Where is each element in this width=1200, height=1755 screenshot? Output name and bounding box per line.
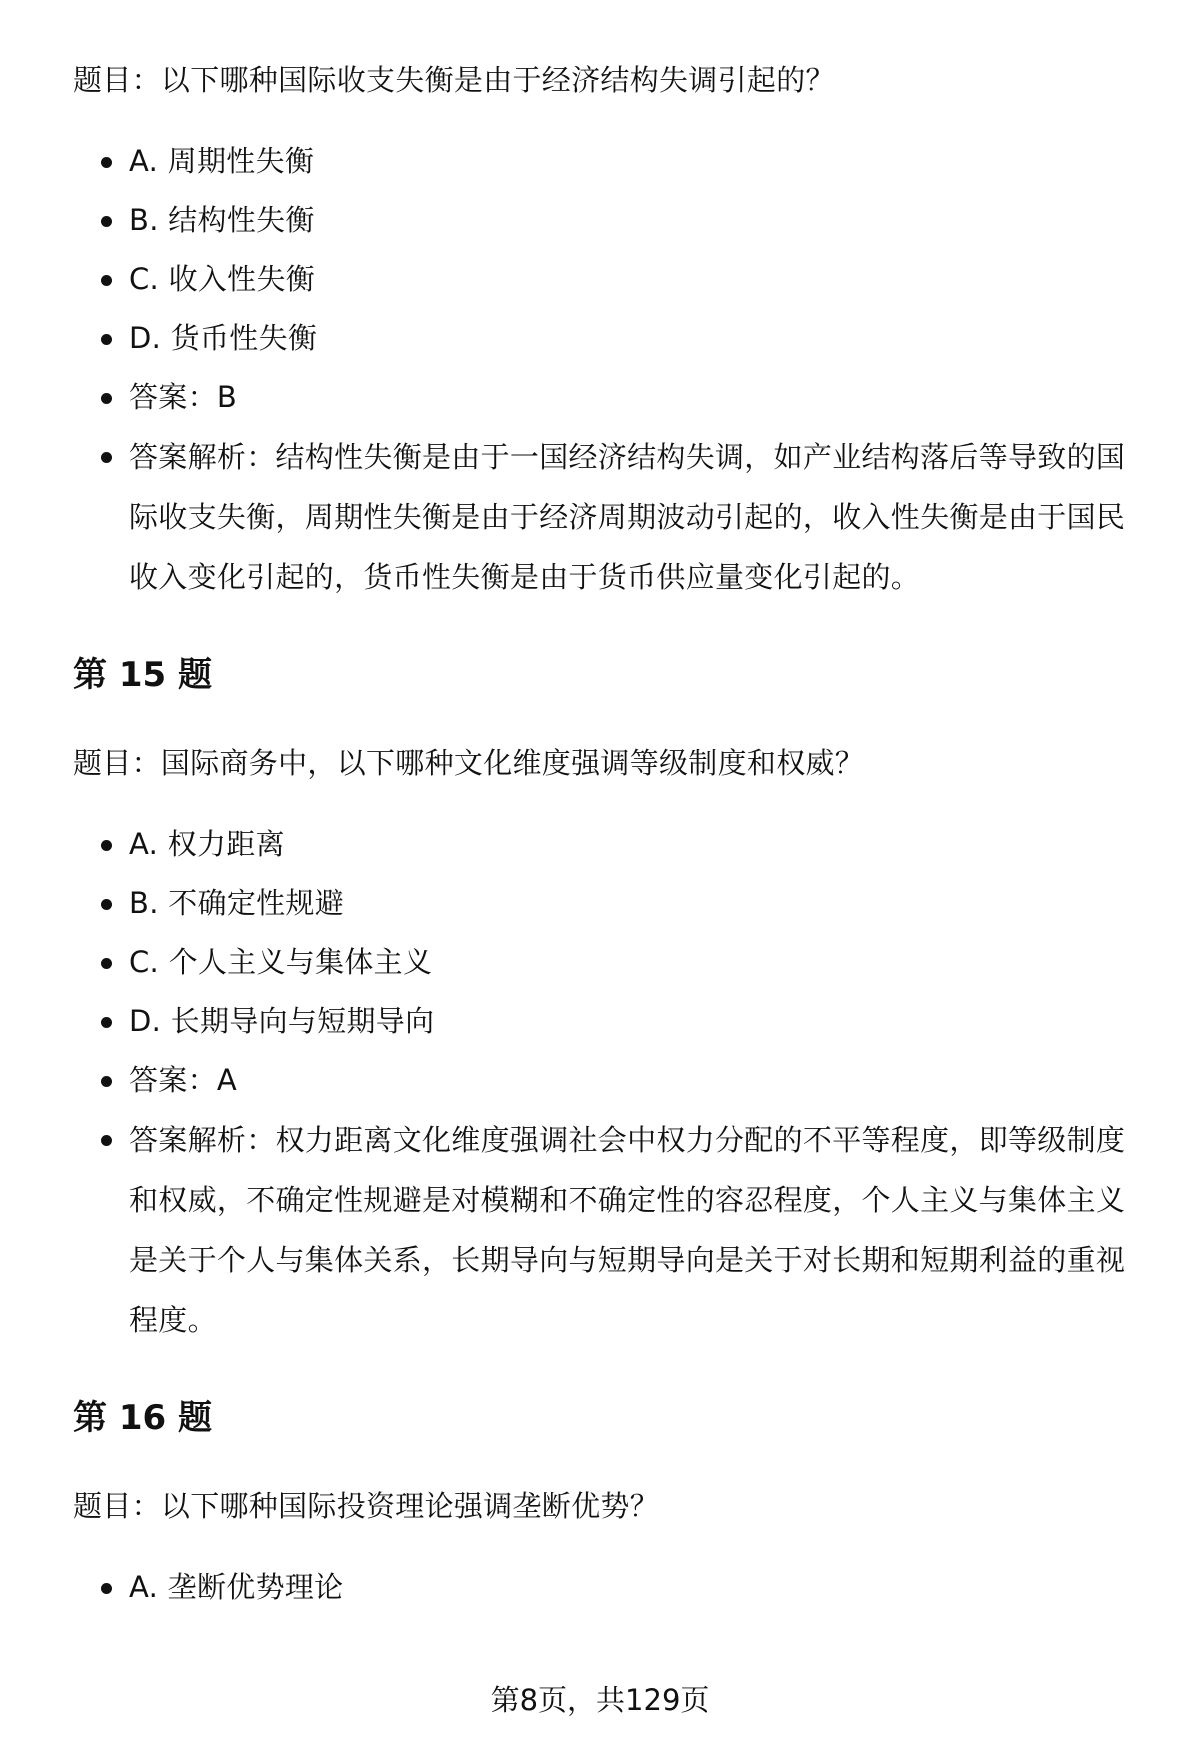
option-list xyxy=(73,1558,1143,1617)
document-page xyxy=(73,60,1143,1617)
option-c: C. 个人主义与集体主义 xyxy=(129,933,1143,992)
question-text: 题目：以下哪种国际投资理论强调垄断优势？ xyxy=(73,1489,660,1523)
question-heading: 第 15 题 xyxy=(73,655,212,695)
question-15 xyxy=(73,653,1143,1350)
page-indicator: 第8页，共129页 xyxy=(490,1683,710,1717)
answer-explanation: 答案解析：权力距离文化维度强调社会中权力分配的不平等程度，即等级制度和权威，不确定性规避是对模糊和不确定性的容忍程度，个人主义与集体主义是关于个人与集体关系，长期导向与短期导向是关于对长期和短期利益的重视程度。 xyxy=(129,1110,1143,1350)
question-16 xyxy=(73,1396,1143,1617)
option-a: A. 权力距离 xyxy=(129,815,1143,874)
option-d: D. 货币性失衡 xyxy=(129,309,1143,368)
question-text: 题目：以下哪种国际收支失衡是由于经济结构失调引起的？ xyxy=(73,63,835,97)
question-14 xyxy=(73,60,1143,607)
answer-explanation: 答案解析：结构性失衡是由于一国经济结构失调，如产业结构落后等导致的国际收支失衡，周期性失衡是由于经济周期波动引起的，收入性失衡是由于国民收入变化引起的，货币性失衡是由于货币供应量变化引起的。 xyxy=(129,427,1143,607)
question-heading: 第 16 题 xyxy=(73,1398,212,1438)
option-b: B. 不确定性规避 xyxy=(129,874,1143,933)
option-c: C. 收入性失衡 xyxy=(129,250,1143,309)
question-text: 题目：国际商务中，以下哪种文化维度强调等级制度和权威？ xyxy=(73,746,865,780)
option-a: A. 垄断优势理论 xyxy=(129,1558,1143,1617)
answer: 答案：B xyxy=(129,368,1143,427)
option-list xyxy=(73,815,1143,1350)
option-a: A. 周期性失衡 xyxy=(129,132,1143,191)
option-d: D. 长期导向与短期导向 xyxy=(129,992,1143,1051)
option-list xyxy=(73,132,1143,607)
answer: 答案：A xyxy=(129,1051,1143,1110)
option-b: B. 结构性失衡 xyxy=(129,191,1143,250)
